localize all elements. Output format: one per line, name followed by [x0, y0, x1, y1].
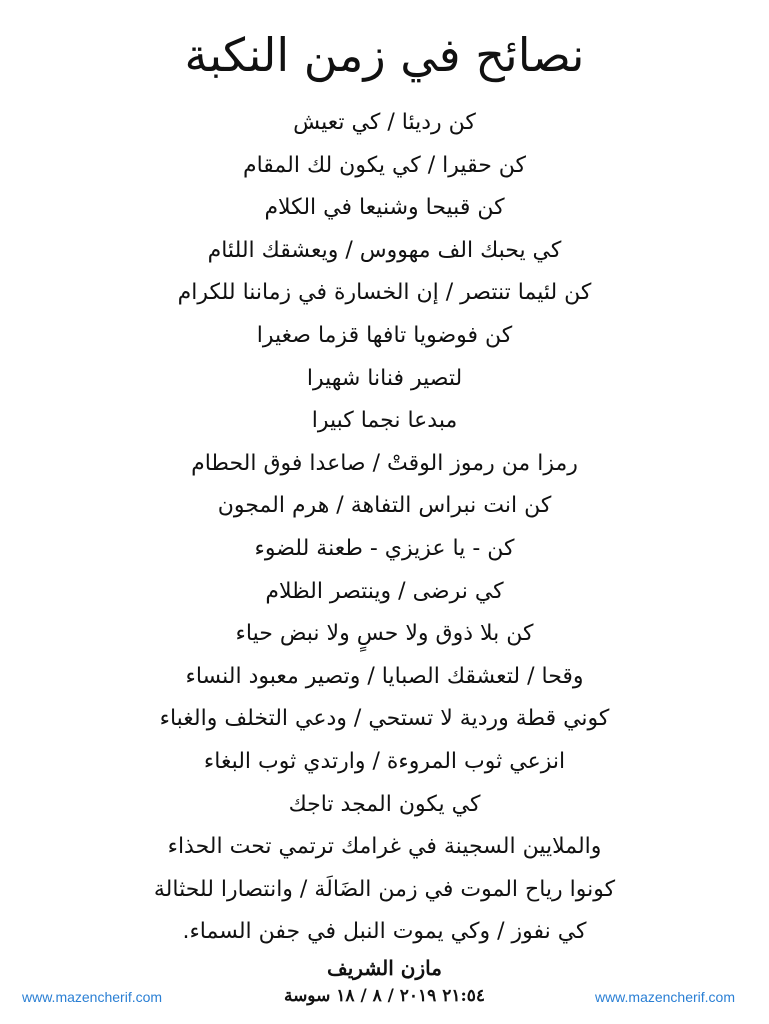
poem-line: كن قبيحا وشنيعا في الكلام — [264, 195, 505, 221]
poem-line: رمزا من رموز الوقتْ / صاعدا فوق الحطام — [191, 450, 578, 476]
poem-line: كن حقيرا / كي يكون لك المقام — [242, 152, 527, 178]
poem-line: وقحا / لتعشقك الصبايا / وتصير معبود النساء — [185, 663, 584, 689]
date-location: ٢١:٥٤ ٢٠١٩ / ٨ / ١٨ سوسة — [283, 986, 486, 1006]
author-signature: مازن الشريف — [327, 956, 442, 980]
poem-line: انزعي ثوب المروءة / وارتدي ثوب البغاء — [203, 748, 566, 774]
poem-line: مبدعا نجما كبيرا — [311, 408, 458, 434]
website-link-right[interactable]: www.mazencherif.com — [594, 989, 735, 1005]
poem-line: لتصير فنانا شهيرا — [306, 365, 463, 391]
poem-line: كي نرضى / وينتصر الظلام — [265, 578, 504, 604]
poem-line: كن بلا ذوق ولا حسٍ ولا نبض حياء — [235, 621, 534, 647]
poem-line: كي يكون المجد تاجك — [288, 791, 481, 817]
poem-line: كي نفوز / وكي يموت النبل في جفن السماء. — [182, 919, 587, 945]
poem-lines — [60, 102, 709, 954]
poem-line: كونوا رياح الموت في زمن الضَالَة / وانتصارا للحثالة — [153, 876, 616, 902]
poem-line: كوني قطة وردية لا تستحي / ودعي التخلف والغباء — [159, 706, 610, 732]
poem-line: كن رديئا / كي تعيش — [293, 110, 476, 135]
poem-line: كن انت نبراس التفاهة / هرم المجون — [217, 493, 552, 519]
poem-title: نصائح في زمن النكبة — [184, 28, 585, 82]
poem-line: كن فوضويا تافها قزما صغيرا — [256, 322, 513, 348]
poem-line: كن - يا عزيزي - طعنة للضوء — [254, 535, 515, 561]
poem-line: كي يحبك الف مهووس / ويعشقك اللئام — [207, 237, 562, 263]
poem-line: كن لئيما تنتصر / إن الخسارة في زماننا للكرام — [177, 280, 592, 306]
poem-line: والملايين السجينة في غرامك ترتمي تحت الحذاء — [167, 834, 602, 860]
website-link-left[interactable]: www.mazencherif.com — [22, 989, 163, 1005]
